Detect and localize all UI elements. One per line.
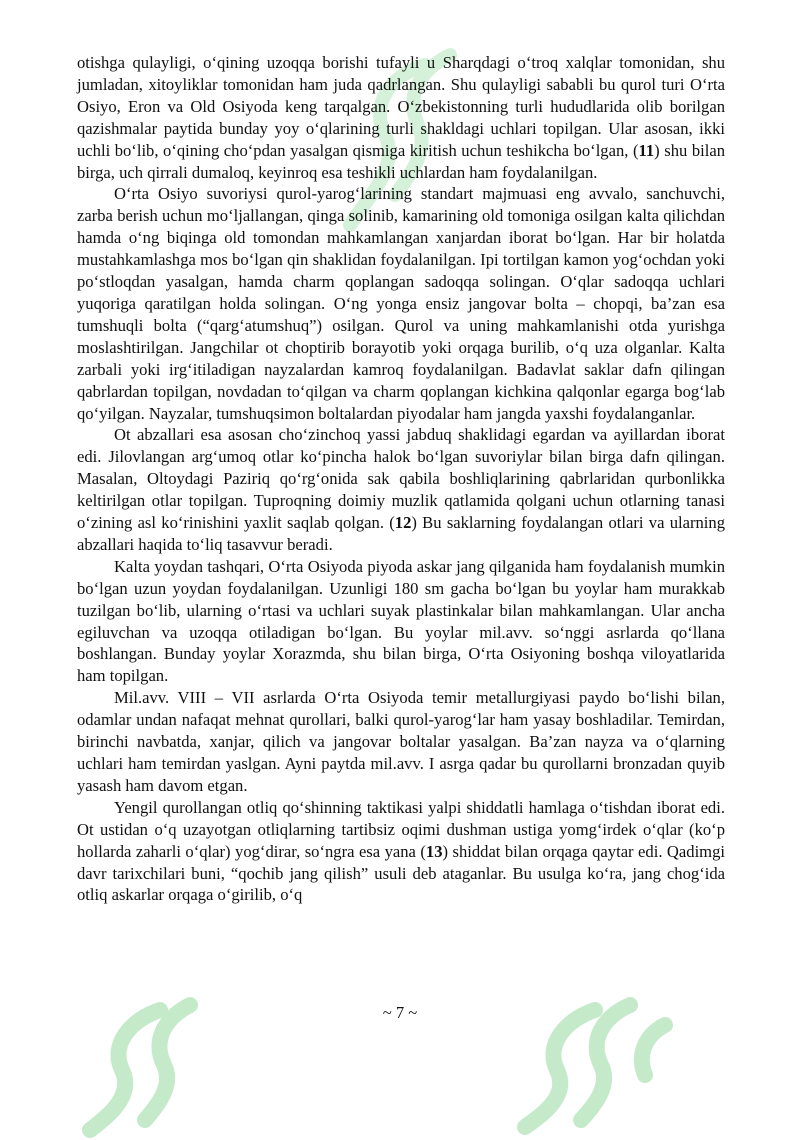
paragraph-text: O‘rta Osiyo suvoriysi qurol-yarog‘larining standart majmuasi eng avvalo, sanchuvchi, zarba berish uchun mo‘ljallangan, qinga solinib, kamarining old tomoniga osilgan kalta qilichdan hamda o‘ng biqinga old tomondan mahkamlangan xanjardan iborat bo‘lgan. Har bir holatda mustahkamlashga mos bo‘lgan qin shaklidan foydalanilgan. Ipi tortilgan kamon yog‘ochdan yoki po‘stloqdan yasalgan, hamda charm qoplangan sadoqqa solingan. O‘qlar sadoqqa uchlari yuqoriga qaratilgan holda solingan. O‘ng yonga ensiz jangovar bolta – chopqi, ba’zan esa tumshuqli bolta (“qarg‘atumshuq”) osilgan. Qurol va uning mahkamlanishi otda yurishga moslashtirilgan. Jangchilar ot choptirib borayotib yoki orqaga burilib, o‘q uza olganlar. Kalta zarbali yoki irg‘itiladigan nayzalardan kamroq foydalanilgan. Badavlat saklar dafn qilingan qabrlardan topilgan, novdadan to‘qilgan va charm qoplangan kichkina qalqonlar egarga bog‘lab qo‘yilgan. Nayzalar, tumshuqsimon boltalardan piyodalar ham jangda yaxshi foydalanganlar. <box>77 184 725 423</box>
paragraph <box>77 183 725 424</box>
paragraph-text: ) shiddat bilan orqaga qaytar edi. Qadimgi davr tarixchilari buni, “qochib jang qilish” usuli deb ataganlar. Bu usulga ko‘ra, jang chog‘ida otliq askarlar orqaga o‘girilib, o‘q <box>77 841 725 905</box>
paragraph-text: Ot abzallari esa asosan cho‘zinchoq yassi jabduq shaklidagi egardan va ayillardan iborat edi. Jilovlangan arg‘umoq otlar ko‘pincha halok bo‘lgan suvoriylar bilan birga dafn qilingan. Masalan, Oltoydagi Paziriq qo‘rg‘onida sak qabila boshliqlarining qabrlaridan qurbonlikka keltirilgan otlar topilgan. Tuproqning doimiy muzlik qatlamida qolgani uchun otlarning tanasi o‘zining asl ko‘rinishini yaxlit saqlab qolgan. ( <box>77 425 725 533</box>
paragraph <box>77 52 725 183</box>
paragraph-text: Mil.avv. VIII – VII asrlarda O‘rta Osiyoda temir metallurgiyasi paydo bo‘lishi bilan, odamlar undan nafaqat mehnat qurollari, balki qurol-yarog‘lar ham yasay boshladilar. Temirdan, birinchi navbatda, xanjar, qilich va jangovar boltalar yasalgan. Ba’zan nayza va o‘qlarning uchlari ham temirdan yaslgan. Ayni paytda mil.avv. I asrga qadar bu qurollarni bronzadan quyib yasash ham davom etgan. <box>77 688 725 795</box>
paragraph <box>77 556 725 687</box>
paragraph-text: ) shu bilan birga, uch qirrali dumaloq, keyinroq esa teshikli uchlardan ham foydalanilgan. <box>77 140 725 182</box>
paragraph <box>77 424 725 555</box>
paragraph-text: Kalta yoydan tashqari, O‘rta Osiyoda piyoda askar jang qilganida ham foydalanish mumkin bo‘lgan uzun yoydan foydalanilgan. Uzunligi 180 sm gacha bo‘lgan bu yoylar ham murakkab tuzilgan bo‘lib, ularning o‘rtasi va uchlari suyak plastinkalar bilan mahkamlangan. Ular ancha egiluvchan va uzoqqa otiladigan bo‘lgan. Bu yoylar mil.avv. so‘nggi asrlarda qo‘llana boshlangan. Bunday yoylar Xorazmda, shu bilan birga, O‘rta Osiyoning boshqa viloyatlarida ham topilgan. <box>77 556 725 686</box>
page-number: ~ 7 ~ <box>382 1003 418 1022</box>
paragraph-text: Yengil qurollangan otliq qo‘shinning taktikasi yalpi shiddatli hamlaga o‘tishdan iborat edi. Ot ustidan o‘q uzayotgan otliqlarning tartibsiz oqimi dushman ustiga yomg‘irdek o‘qlar (ko‘p hollarda zaharli o‘qlar) yog‘dirar, so‘ngra esa yana ( <box>77 797 725 861</box>
document-body <box>77 52 725 906</box>
paragraph <box>77 687 725 797</box>
paragraph-text: otishga qulayligi, o‘qining uzoqqa borishi tufayli u Sharqdagi o‘troq xalqlar tomonidan, shu jumladan, xitoyliklar tomonidan ham juda qadrlangan. Shu qulayligi sababli bu qurol turi O‘rta Osiyo, Eron va Old Osiyoda keng tarqalgan. O‘zbekistonning turli hududlarida olib borilgan qazishmalar paytida bunday yoy o‘qlarining turli shakldagi uchlari topilgan. Ular asosan, ikki uchli bo‘lib, o‘qining cho‘pdan yasalgan qismiga kiritish uchun teshikcha bo‘lgan, ( <box>77 53 725 160</box>
figure-reference: 12 <box>394 513 412 533</box>
paragraph-text: ) Bu saklarning foydalangan otlari va ularning abzallari haqida to‘liq tasavvur beradi. <box>77 513 725 554</box>
figure-reference: 13 <box>425 841 443 861</box>
figure-reference: 11 <box>638 140 655 160</box>
paragraph <box>77 797 725 907</box>
